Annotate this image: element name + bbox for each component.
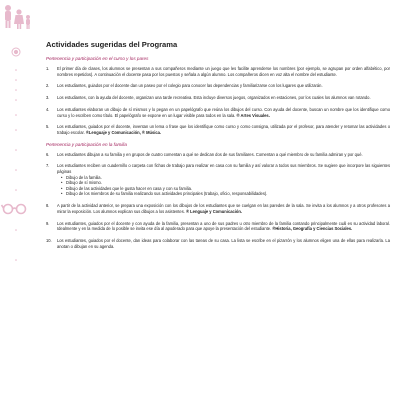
item-text: Los estudiantes dibujan a su familia y en grupos de cuatro comentan a qué se dedican dos de sus familiares. Comentan a qué miembro de su familia admiran y por qué.	[57, 151, 363, 157]
item-number: 3.	[46, 95, 50, 101]
bullet-item: • Dibujo de la familia.	[61, 175, 390, 181]
bullet-item: • Dibujo de las actividades que le gusta hacer en casa y con su familia.	[61, 186, 390, 192]
item-text: Los estudiantes, guiados por el docente dan un paseo por el colegio para conocer las dependencias y familiarizarse con los lugares que utilizarán.	[57, 83, 323, 89]
circle-decor-icon	[12, 48, 20, 56]
list-item	[46, 66, 390, 77]
section-subtitle: Pertenencia y participación en el curso y los pares	[46, 56, 149, 61]
item-text: Los estudiantes, guiados por el docente, dan ideas para colaborar con las tareas de su casa. La lista se escribe en el pizarrón y los alumnos eligen una de ellas para realizarla. La anotan o dibujan en su agenda.	[57, 237, 390, 249]
activity-list	[46, 66, 390, 136]
item-text: Los estudiantes, guiados por el docente y con ayuda de la familia, presentan a uno de sus padres u otro miembro de la familia contando principalmente cuál es su actividad laboral. Idealmente y en la medida de lo posible se invita ese día al apoderado para que apoye la presentación del estudiante.	[57, 220, 390, 232]
list-item	[46, 152, 390, 158]
document-content	[46, 40, 390, 255]
page-title: Actividades sugeridas del Programa	[46, 40, 178, 49]
subject-link: ® Lenguaje y Comunicación.	[184, 208, 243, 214]
item-text: Los estudiantes, guiados por el docente, inventan un lema o frase que los identifique como curso y como consigna, utilizada por el profesor, para atender y retomar las actividades o trabajo escolar.	[57, 124, 390, 135]
bullet-list	[57, 175, 390, 197]
decorative-strip	[0, 0, 40, 400]
list-item	[46, 107, 390, 118]
bullet-item: • Dibujo de los miembros de su familia realizando sus actividades principales (trabajo, oficio, responsabilidades).	[61, 191, 390, 197]
item-number: 4.	[46, 106, 50, 112]
item-text: El primer día de clases, los alumnos se presentan a sus compañeros mediante un juego que les facilite aprenderse los nombres (por ejemplo, se agrupan por orden alfabético, por nombres repetidos). A continuación el docente pasa por los puestos y señala a algún alumno. Los compañeros dicen en voz alta el nombre del estudiante.	[57, 66, 390, 77]
item-number: 1.	[46, 66, 50, 71]
list-item	[46, 221, 390, 232]
list-item	[46, 238, 390, 249]
subject-link: ® Artes Visuales.	[235, 112, 270, 118]
list-item	[46, 203, 390, 214]
item-text: Los estudiantes reciben un cuadernillo o carpeta con fichas de trabajo para realizar en casa con su familia y así valorar a todos sus miembros. Se sugiere que incorpore las siguientes páginas	[57, 163, 390, 175]
section-subtitle: Pertenencia y participación en la familia	[46, 141, 127, 147]
bullet-item: • Dibujo de sí mismo.	[61, 180, 390, 186]
item-number: 2.	[46, 83, 50, 89]
subject-link: ®Lenguaje y Comunicación, ® Música.	[84, 129, 162, 135]
list-item	[46, 83, 390, 89]
item-text: Los estudiantes elaboran un dibujo de sí mismos y lo pegan en un papelógrafo que reúna los dibujos del curso. Con ayuda del docente, buscan un nombre que los identifique como curso y lo escriben como título. El papelógrafo se expone en un lugar visible para todos en la sala.	[57, 106, 390, 118]
decorative-strip-art	[0, 0, 40, 400]
dotted-line-decor-icon	[15, 69, 17, 261]
item-number: 5.	[46, 124, 50, 130]
item-number: 10.	[46, 237, 52, 243]
list-item	[46, 163, 390, 197]
list-item	[46, 95, 390, 101]
item-number: 9.	[46, 220, 50, 226]
item-text: Los estudiantes, con la ayuda del docente, organizan una tarde recreativa. Esta incluye diversos juegos, organizados en estaciones, por los cuales los alumnos van rotando.	[57, 95, 371, 101]
subject-link: ®Historia, Geografía y Ciencias Sociales.	[271, 226, 353, 232]
family-figures-icon	[5, 5, 30, 29]
item-number: 7.	[46, 163, 50, 169]
activity-list	[46, 152, 390, 249]
item-number: 8.	[46, 203, 50, 209]
eyeglasses-icon	[2, 205, 26, 214]
list-item	[46, 124, 390, 135]
item-number: 6.	[46, 151, 50, 157]
item-text: A partir de la actividad anterior, se prepara una exposición con los dibujos de los estudiantes que se cuelgan en las paredes de la sala. Se invita a los alumnos y a otros profesores a mirar la exposición. Los alumnos explican sus dibujos a los asistentes.	[57, 203, 390, 214]
